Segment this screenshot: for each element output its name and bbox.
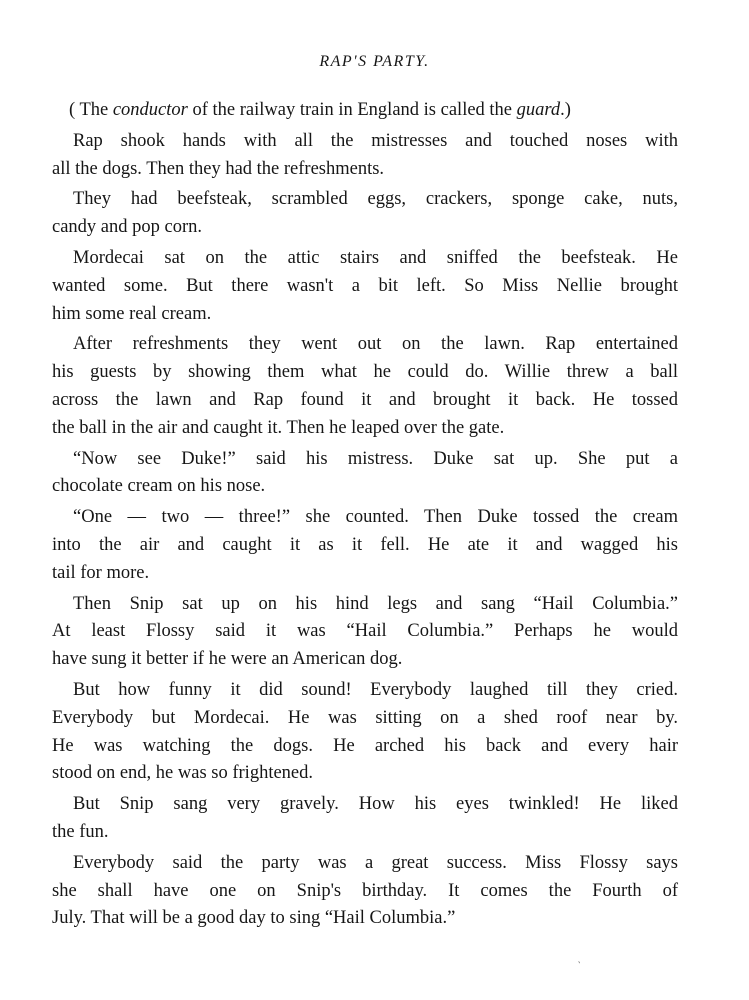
text-line bbox=[52, 646, 678, 674]
text-line bbox=[52, 446, 678, 474]
paragraph bbox=[52, 591, 678, 674]
text-run: .) bbox=[560, 100, 571, 120]
text-line bbox=[52, 760, 678, 788]
text-line bbox=[52, 705, 678, 733]
paragraph bbox=[52, 245, 678, 328]
text-run: At least Flossy said it was “Hail Columbia.” Perhaps he would bbox=[52, 621, 678, 642]
text-run: all the dogs. Then they had the refreshments. bbox=[52, 158, 385, 179]
text-line bbox=[52, 532, 678, 560]
text-line bbox=[52, 128, 678, 156]
paragraph bbox=[52, 186, 678, 242]
text-line bbox=[52, 97, 678, 125]
text-run: But how funny it did sound! Everybody laughed till they cried. bbox=[73, 679, 678, 700]
text-run: After refreshments they went out on the lawn. Rap entertained bbox=[73, 334, 678, 355]
text-run: stood on end, he was so frightened. bbox=[52, 763, 314, 784]
text-line bbox=[52, 214, 678, 242]
paragraph bbox=[52, 850, 678, 933]
text-run: of the railway train in England is called the bbox=[187, 100, 517, 120]
paragraph bbox=[52, 504, 678, 587]
text-run: Everybody said the party was a great success. Miss Flossy says bbox=[73, 852, 678, 873]
text-run: “Now see Duke!” said his mistress. Duke sat up. She put a bbox=[73, 448, 678, 469]
text-run: candy and pop corn. bbox=[52, 217, 203, 238]
text-line bbox=[52, 504, 678, 532]
text-line bbox=[52, 819, 678, 847]
text-run: He was watching the dogs. He arched his back and every hair bbox=[52, 735, 678, 756]
text-run: the fun. bbox=[52, 821, 109, 842]
text-line bbox=[52, 359, 678, 387]
text-line bbox=[52, 473, 678, 501]
paragraph bbox=[52, 446, 678, 502]
text-run: his guests by showing them what he could do. Willie threw a ball bbox=[52, 362, 678, 383]
text-line bbox=[52, 677, 678, 705]
text-run: Then Snip sat up on his hind legs and sang “Hail Columbia.” bbox=[73, 593, 678, 614]
text-run: have sung it better if he were an American dog. bbox=[52, 649, 403, 670]
running-head: RAP'S PARTY. bbox=[319, 53, 430, 70]
text-line bbox=[52, 591, 678, 619]
text-line bbox=[52, 301, 678, 329]
text-run: But Snip sang very gravely. How his eyes twinkled! He liked bbox=[73, 794, 678, 815]
italic-text: conductor bbox=[112, 100, 188, 120]
text-line bbox=[52, 186, 678, 214]
text-run: across the lawn and Rap found it and brought it back. He tossed bbox=[52, 389, 678, 410]
text-line bbox=[52, 415, 678, 443]
text-run: Rap shook hands with all the mistresses and touched noses with bbox=[73, 130, 678, 151]
text-line bbox=[52, 273, 678, 301]
text-run: They had beefsteak, scrambled eggs, crackers, sponge cake, nuts, bbox=[73, 189, 678, 210]
text-run: “One — two — three!” she counted. Then Duke tossed the cream bbox=[73, 507, 678, 528]
text-line bbox=[52, 878, 678, 906]
text-line bbox=[52, 850, 678, 878]
text-run: chocolate cream on his nose. bbox=[52, 476, 266, 497]
text-line bbox=[52, 791, 678, 819]
text-line bbox=[52, 387, 678, 415]
text-run: ( The bbox=[69, 100, 113, 120]
text-line bbox=[52, 331, 678, 359]
text-run: July. That will be a good day to sing “Hail Columbia.” bbox=[52, 908, 456, 929]
text-run: him some real cream. bbox=[52, 303, 212, 324]
text-line bbox=[52, 156, 678, 184]
body-text bbox=[52, 97, 678, 936]
text-line bbox=[52, 560, 678, 588]
text-run: tail for more. bbox=[52, 562, 150, 583]
text-run: the ball in the air and caught it. Then he leaped over the gate. bbox=[52, 417, 505, 438]
italic-text: guard bbox=[516, 100, 561, 120]
text-run: Mordecai sat on the attic stairs and sniffed the beefsteak. He bbox=[73, 247, 678, 268]
paragraph bbox=[52, 128, 678, 184]
paragraph bbox=[52, 791, 678, 847]
paragraph bbox=[52, 97, 678, 125]
paragraph bbox=[52, 677, 678, 788]
text-run: she shall have one on Snip's birthday. It comes the Fourth of bbox=[52, 880, 678, 901]
text-line bbox=[52, 618, 678, 646]
paragraph bbox=[52, 331, 678, 442]
text-run: into the air and caught it as it fell. He ate it and wagged his bbox=[52, 534, 678, 555]
text-line bbox=[52, 733, 678, 761]
text-line bbox=[52, 245, 678, 273]
text-run: Everybody but Mordecai. He was sitting on a shed roof near by. bbox=[52, 707, 678, 728]
page-mark: ‵ bbox=[578, 961, 581, 972]
text-line bbox=[52, 905, 678, 933]
text-run: wanted some. But there wasn't a bit left. So Miss Nellie brought bbox=[52, 275, 678, 296]
